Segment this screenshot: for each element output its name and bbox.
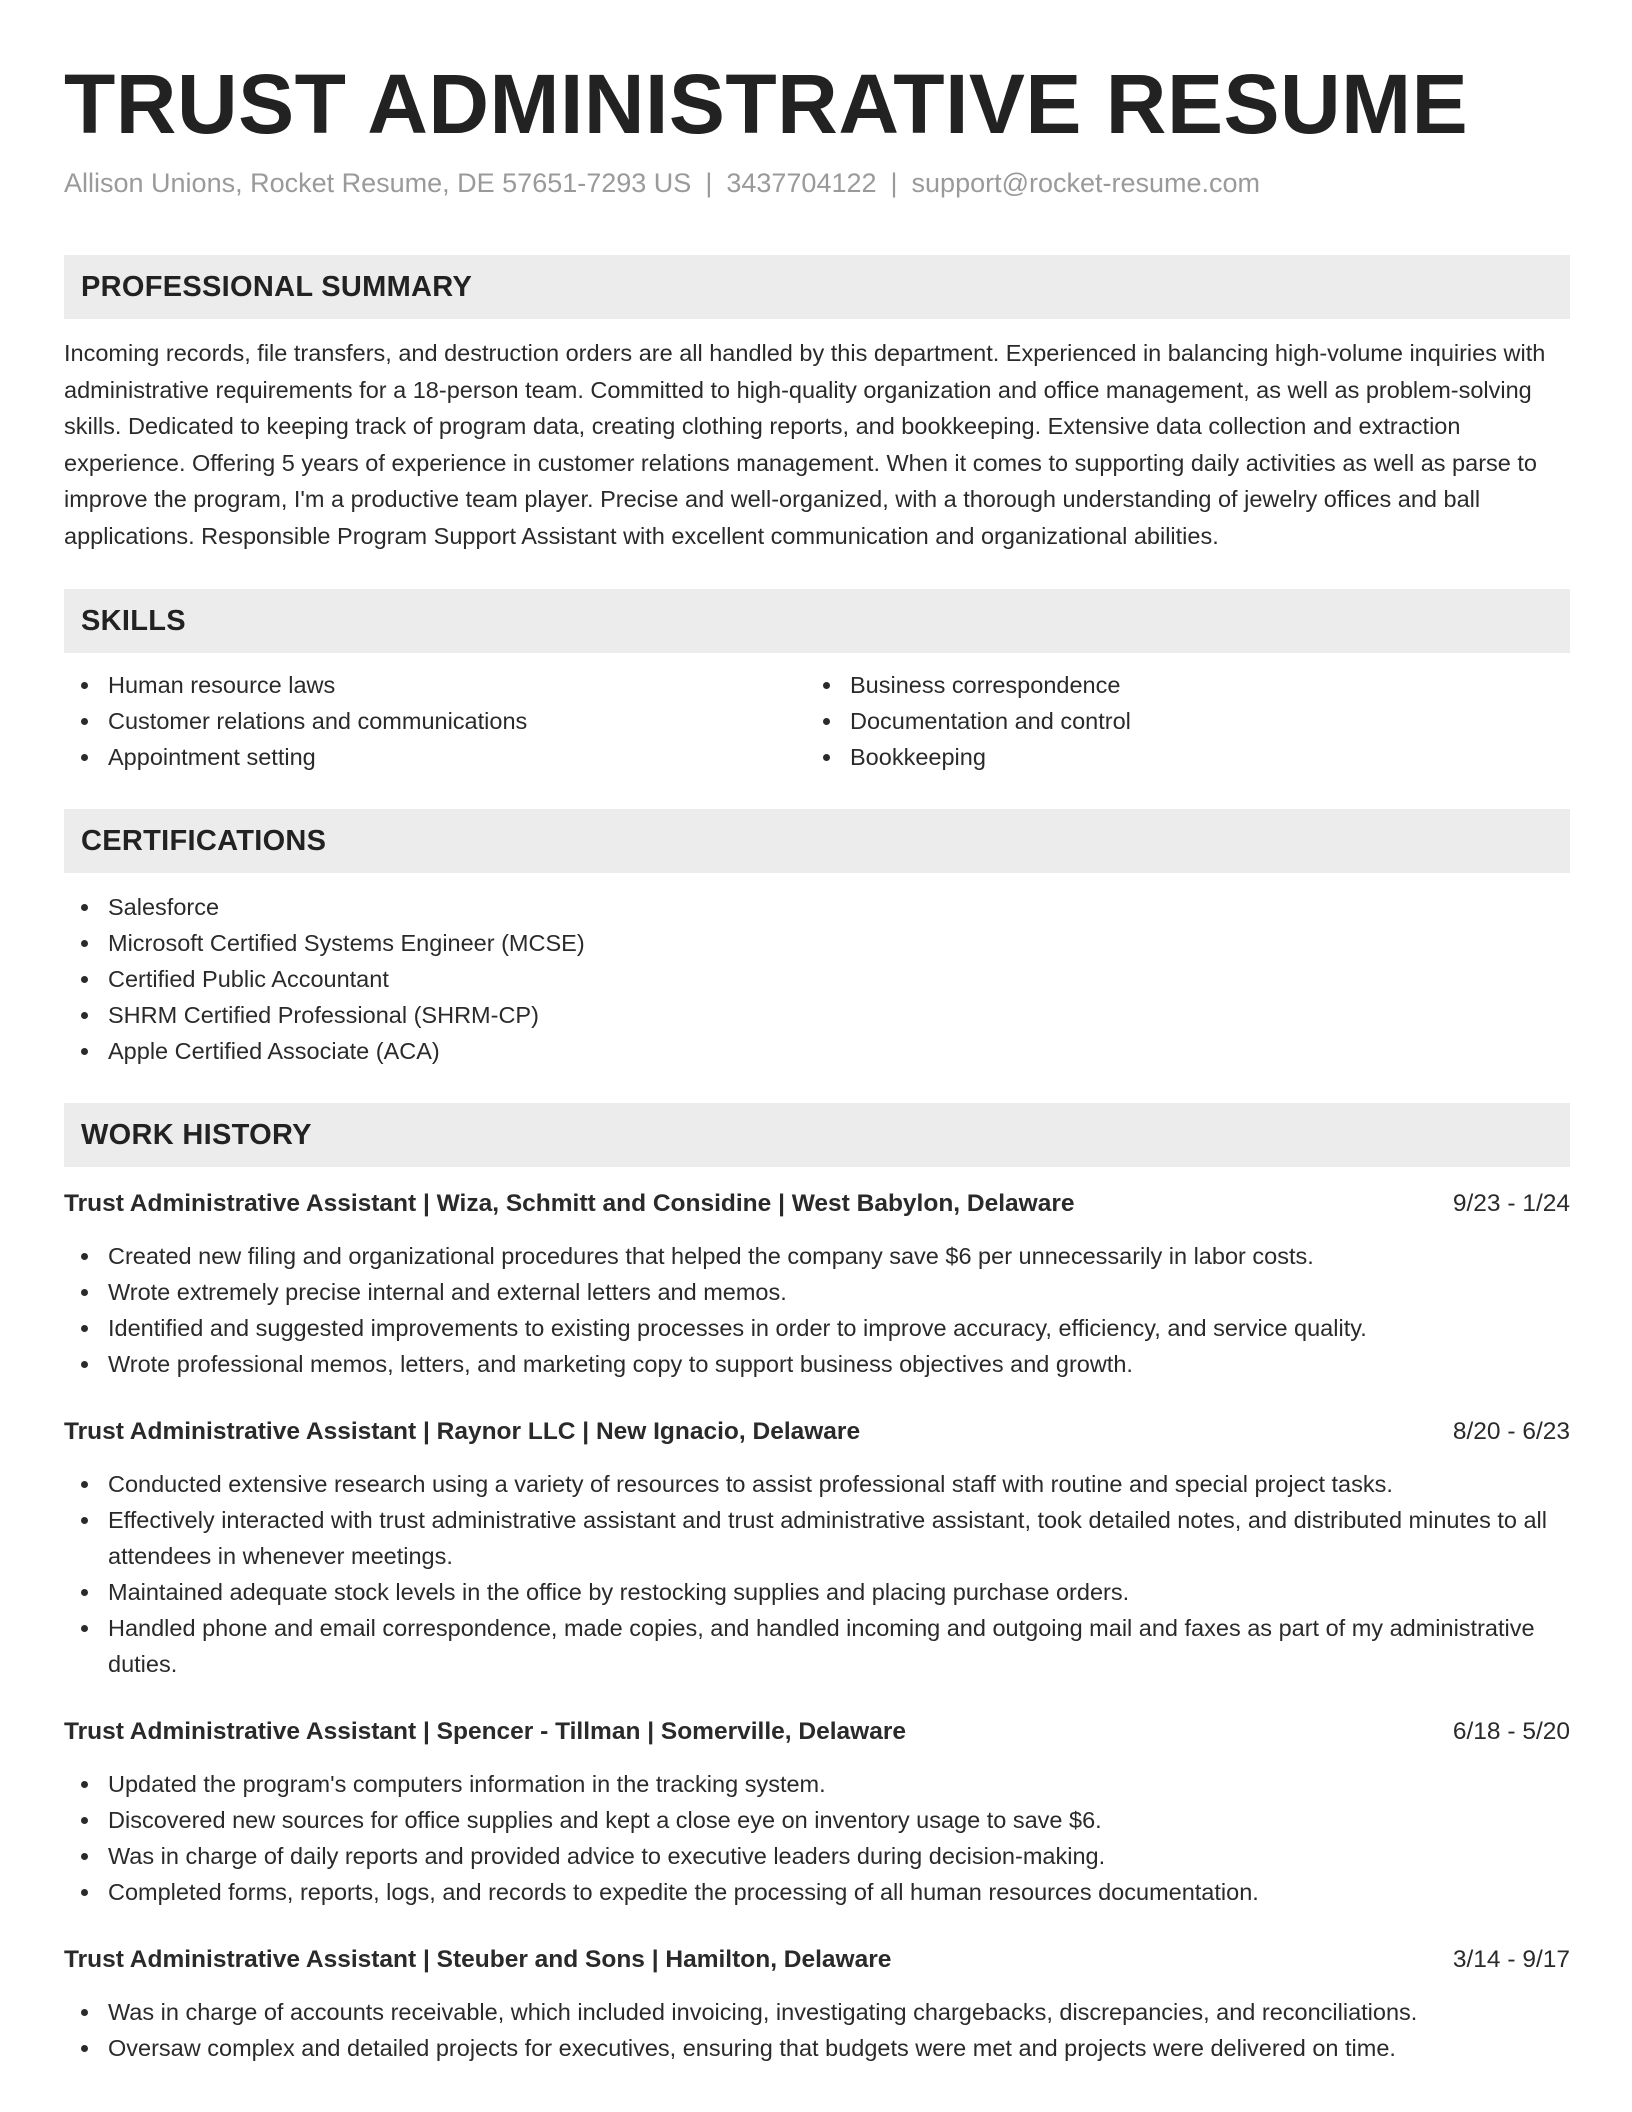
- skill-item: Bookkeeping: [806, 739, 1548, 775]
- job-bullets: [64, 1466, 1570, 1682]
- job-dates: 3/14 - 9/17: [1452, 1946, 1570, 1973]
- certifications-list: [64, 889, 1570, 1069]
- job-entry: [64, 1943, 1570, 2066]
- skill-item: Business correspondence: [806, 667, 1548, 703]
- skills-grid: [64, 667, 1570, 775]
- job-bullet: Oversaw complex and detailed projects for executives, ensuring that budgets were met and projects were delivered on time.: [64, 2030, 1570, 2066]
- job-bullet: Created new filing and organizational procedures that helped the company save $6 per unnecessarily in labor costs.: [64, 1238, 1570, 1274]
- job-bullet: Wrote professional memos, letters, and marketing copy to support business objectives and growth.: [64, 1346, 1570, 1382]
- job-bullet: Conducted extensive research using a variety of resources to assist professional staff with routine and special project tasks.: [64, 1466, 1570, 1502]
- job-bullets: [64, 1766, 1570, 1910]
- certification-item: Microsoft Certified Systems Engineer (MCSE): [64, 925, 1570, 961]
- certification-item: SHRM Certified Professional (SHRM-CP): [64, 997, 1570, 1033]
- job-bullet: Effectively interacted with trust administrative assistant and trust administrative assistant, took detailed notes, and distributed minutes to all attendees in whenever meetings.: [64, 1502, 1570, 1574]
- job-header: [64, 1715, 1570, 1749]
- job-title: Trust Administrative Assistant | Wiza, Schmitt and Considine | West Babylon, Delaware: [64, 1190, 1075, 1217]
- job-header: [64, 1415, 1570, 1449]
- contact-email: support@rocket-resume.com: [911, 168, 1261, 198]
- job-bullet: Maintained adequate stock levels in the office by restocking supplies and placing purchase orders.: [64, 1574, 1570, 1610]
- job-bullet: Updated the program's computers information in the tracking system.: [64, 1766, 1570, 1802]
- resume-page: [64, 0, 1570, 2066]
- section-header-certifications: CERTIFICATIONS: [64, 809, 1570, 873]
- job-bullet: Identified and suggested improvements to existing processes in order to improve accuracy, efficiency, and service quality.: [64, 1310, 1570, 1346]
- skill-item: Human resource laws: [64, 667, 806, 703]
- skill-item: Appointment setting: [64, 739, 806, 775]
- skills-list-right: [806, 667, 1548, 775]
- certification-item: Salesforce: [64, 889, 1570, 925]
- job-entry: [64, 1187, 1570, 1382]
- section-header-work-history: WORK HISTORY: [64, 1103, 1570, 1167]
- job-entry: [64, 1415, 1570, 1682]
- job-header: [64, 1187, 1570, 1221]
- contact-address: Allison Unions, Rocket Resume, DE 57651-7293 US: [64, 168, 692, 198]
- job-dates: 8/20 - 6/23: [1452, 1418, 1570, 1445]
- job-bullet: Wrote extremely precise internal and external letters and memos.: [64, 1274, 1570, 1310]
- job-bullet: Discovered new sources for office supplies and kept a close eye on inventory usage to save $6.: [64, 1802, 1570, 1838]
- job-bullet: Completed forms, reports, logs, and records to expedite the processing of all human resources documentation.: [64, 1874, 1570, 1910]
- job-dates: 9/23 - 1/24: [1452, 1190, 1570, 1217]
- skills-list-left: [64, 667, 806, 775]
- job-title: Trust Administrative Assistant | Raynor LLC | New Ignacio, Delaware: [64, 1418, 861, 1445]
- summary-text: Incoming records, file transfers, and destruction orders are all handled by this department. Experienced in balancing high-volume inquiries with administrative requirements for a 18-person team. Committed to high-quality organization and office management, as well as problem-solving skills. Dedicated to keeping track of program data, creating clothing reports, and bookkeeping. Extensive data collection and extraction experience. Offering 5 years of experience in customer relations management. When it comes to supporting daily activities as well as parse to improve the program, I'm a productive team player. Precise and well-organized, with a thorough understanding of jewelry offices and ball applications. Responsible Program Support Assistant with excellent communication and organizational abilities.: [64, 340, 1546, 549]
- job-bullets: [64, 1238, 1570, 1382]
- contact-separator: |: [890, 168, 898, 198]
- job-dates: 6/18 - 5/20: [1452, 1718, 1570, 1745]
- job-bullet: Handled phone and email correspondence, made copies, and handled incoming and outgoing mail and faxes as part of my administrative duties.: [64, 1610, 1570, 1682]
- section-header-summary: PROFESSIONAL SUMMARY: [64, 255, 1570, 319]
- job-bullets: [64, 1994, 1570, 2066]
- certification-item: Certified Public Accountant: [64, 961, 1570, 997]
- section-header-skills: SKILLS: [64, 589, 1570, 653]
- skill-item: Customer relations and communications: [64, 703, 806, 739]
- job-bullet: Was in charge of accounts receivable, which included invoicing, investigating chargebacks, discrepancies, and reconciliations.: [64, 1994, 1570, 2030]
- skill-item: Documentation and control: [806, 703, 1548, 739]
- contact-separator: |: [705, 168, 713, 198]
- contact-phone: 3437704122: [726, 168, 877, 198]
- job-title: Trust Administrative Assistant | Spencer - Tillman | Somerville, Delaware: [64, 1718, 907, 1745]
- certification-item: Apple Certified Associate (ACA): [64, 1033, 1570, 1069]
- job-entry: [64, 1715, 1570, 1910]
- resume-title: TRUST ADMINISTRATIVE RESUME: [64, 57, 1469, 151]
- job-header: [64, 1943, 1570, 1977]
- contact-line: [64, 166, 1570, 200]
- job-title: Trust Administrative Assistant | Steuber and Sons | Hamilton, Delaware: [64, 1946, 892, 1973]
- job-bullet: Was in charge of daily reports and provided advice to executive leaders during decision-making.: [64, 1838, 1570, 1874]
